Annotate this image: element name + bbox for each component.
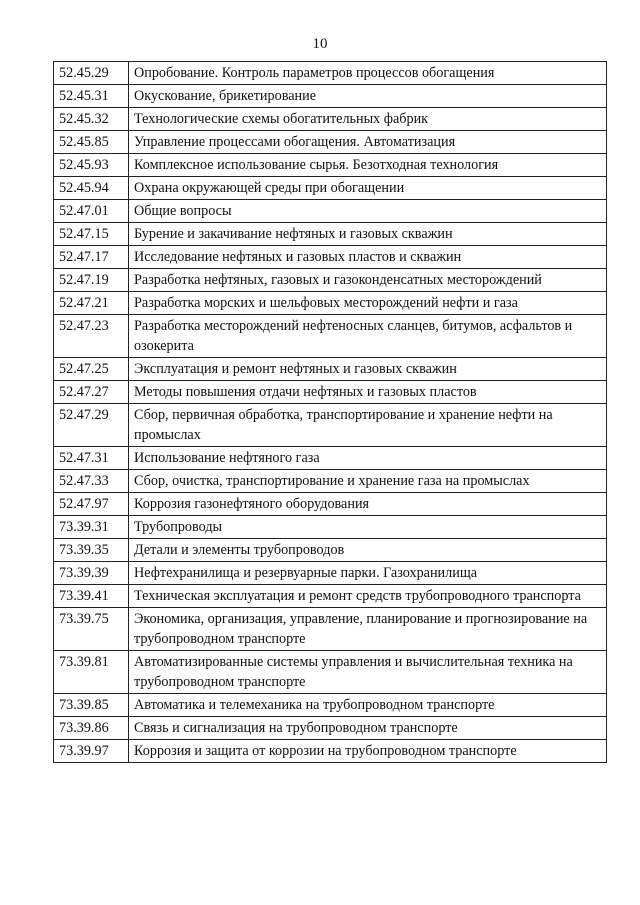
row-code: 73.39.39 [54, 562, 129, 585]
row-description: Автоматика и телемеханика на трубопроводном транспорте [129, 694, 607, 717]
row-description: Охрана окружающей среды при обогащении [129, 177, 607, 200]
table-row [54, 292, 607, 315]
row-code: 52.45.93 [54, 154, 129, 177]
row-code: 73.39.31 [54, 516, 129, 539]
table-row [54, 177, 607, 200]
row-code: 73.39.81 [54, 651, 129, 694]
table-row [54, 717, 607, 740]
row-code: 73.39.97 [54, 740, 129, 763]
row-description: Коррозия и защита от коррозии на трубопроводном транспорте [129, 740, 607, 763]
row-description: Эксплуатация и ремонт нефтяных и газовых скважин [129, 358, 607, 381]
row-code: 52.47.27 [54, 381, 129, 404]
row-description: Комплексное использование сырья. Безотходная технология [129, 154, 607, 177]
row-description: Сбор, очистка, транспортирование и хранение газа на промыслах [129, 470, 607, 493]
row-code: 52.45.85 [54, 131, 129, 154]
row-code: 52.47.33 [54, 470, 129, 493]
row-code: 52.45.29 [54, 62, 129, 85]
table-row [54, 651, 607, 694]
table-row [54, 404, 607, 447]
table-row [54, 562, 607, 585]
page-number: 10 [312, 36, 328, 52]
table-row [54, 154, 607, 177]
table-row [54, 470, 607, 493]
row-description: Исследование нефтяных и газовых пластов и скважин [129, 246, 607, 269]
table-row [54, 493, 607, 516]
table-row [54, 246, 607, 269]
table-row [54, 516, 607, 539]
table-row [54, 381, 607, 404]
row-code: 52.45.94 [54, 177, 129, 200]
row-description: Использование нефтяного газа [129, 447, 607, 470]
row-description: Коррозия газонефтяного оборудования [129, 493, 607, 516]
table-row [54, 608, 607, 651]
row-description: Автоматизированные системы управления и вычислительная техника на трубопроводном транспорте [129, 651, 607, 694]
row-code: 73.39.86 [54, 717, 129, 740]
table-row [54, 62, 607, 85]
row-description: Опробование. Контроль параметров процессов обогащения [129, 62, 607, 85]
row-code: 52.47.25 [54, 358, 129, 381]
table-row [54, 131, 607, 154]
table-row [54, 585, 607, 608]
row-description: Детали и элементы трубопроводов [129, 539, 607, 562]
table-row [54, 694, 607, 717]
row-code: 52.47.17 [54, 246, 129, 269]
table-body [54, 62, 607, 763]
row-code: 52.47.97 [54, 493, 129, 516]
table-row [54, 85, 607, 108]
row-code: 52.47.01 [54, 200, 129, 223]
row-code: 52.45.32 [54, 108, 129, 131]
table-row [54, 200, 607, 223]
row-description: Сбор, первичная обработка, транспортирование и хранение нефти на промыслах [129, 404, 607, 447]
table-row [54, 315, 607, 358]
row-code: 73.39.41 [54, 585, 129, 608]
row-code: 52.47.15 [54, 223, 129, 246]
table-row [54, 269, 607, 292]
row-description: Разработка нефтяных, газовых и газоконденсатных месторождений [129, 269, 607, 292]
row-code: 73.39.75 [54, 608, 129, 651]
row-code: 52.47.21 [54, 292, 129, 315]
row-description: Разработка морских и шельфовых месторождений нефти и газа [129, 292, 607, 315]
row-description: Окускование, брикетирование [129, 85, 607, 108]
table-row [54, 108, 607, 131]
row-description: Трубопроводы [129, 516, 607, 539]
row-code: 73.39.85 [54, 694, 129, 717]
classification-table [53, 61, 607, 763]
row-code: 73.39.35 [54, 539, 129, 562]
row-description: Управление процессами обогащения. Автоматизация [129, 131, 607, 154]
row-code: 52.47.29 [54, 404, 129, 447]
row-description: Нефтехранилища и резервуарные парки. Газохранилища [129, 562, 607, 585]
table-row [54, 539, 607, 562]
row-description: Технологические схемы обогатительных фабрик [129, 108, 607, 131]
row-description: Разработка месторождений нефтеносных сланцев, битумов, асфальтов и озокерита [129, 315, 607, 358]
row-code: 52.47.31 [54, 447, 129, 470]
row-description: Общие вопросы [129, 200, 607, 223]
row-code: 52.47.19 [54, 269, 129, 292]
table-row [54, 447, 607, 470]
row-description: Методы повышения отдачи нефтяных и газовых пластов [129, 381, 607, 404]
table-row [54, 740, 607, 763]
row-code: 52.47.23 [54, 315, 129, 358]
row-code: 52.45.31 [54, 85, 129, 108]
table-row [54, 358, 607, 381]
row-description: Экономика, организация, управление, планирование и прогнозирование на трубопроводном транспорте [129, 608, 607, 651]
table-row [54, 223, 607, 246]
row-description: Связь и сигнализация на трубопроводном транспорте [129, 717, 607, 740]
row-description: Бурение и закачивание нефтяных и газовых скважин [129, 223, 607, 246]
row-description: Техническая эксплуатация и ремонт средств трубопроводного транспорта [129, 585, 607, 608]
